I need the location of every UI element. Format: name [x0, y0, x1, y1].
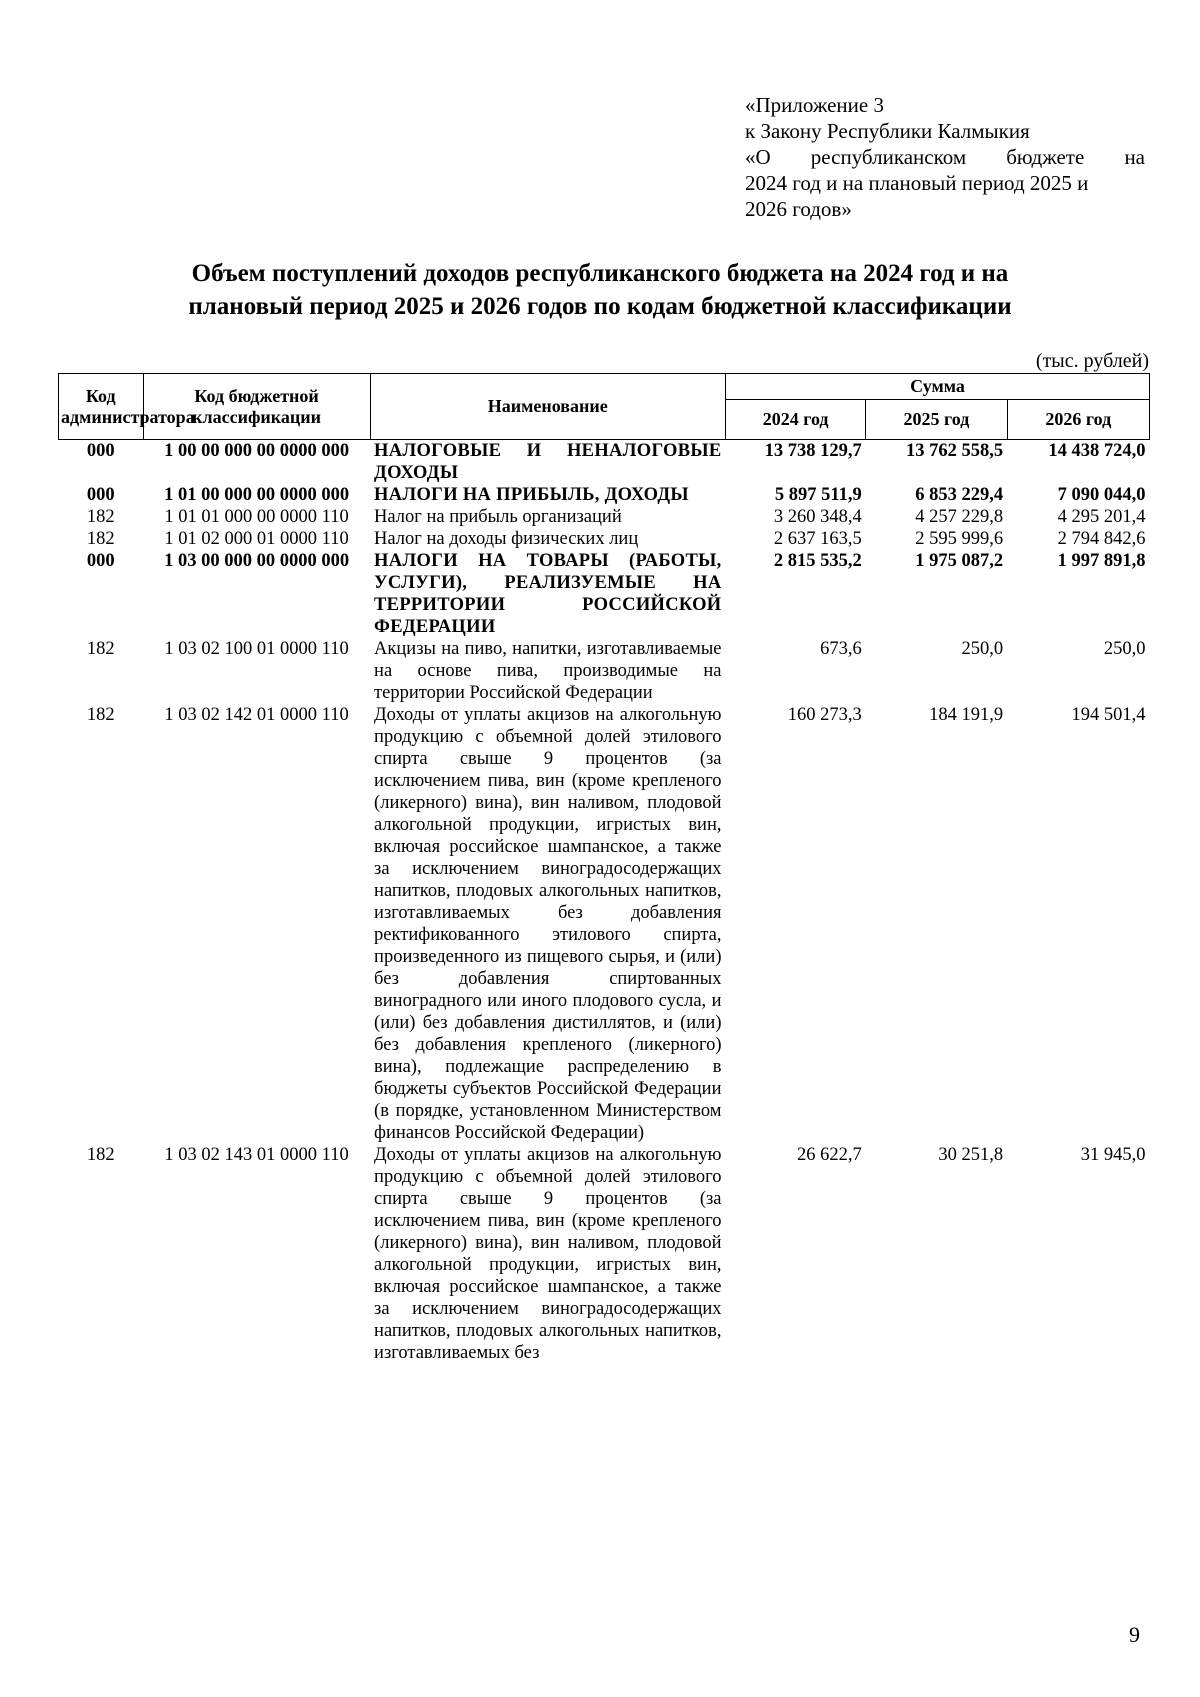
table-row [59, 550, 1150, 638]
amount-2024-cell: 13 738 129,7 [764, 441, 862, 461]
admin-code-cell: 000 [86, 551, 115, 571]
amount-2024-cell: 2 815 535,2 [773, 551, 862, 571]
budget-code-cell: 1 03 02 100 01 0000 110 [164, 639, 349, 659]
table-row [59, 528, 1150, 550]
header-year-2024: 2024 год [726, 400, 866, 440]
table-row [59, 638, 1150, 704]
table-body [59, 440, 1150, 1365]
document-title [60, 257, 1140, 323]
amount-2024-cell: 160 273,3 [787, 705, 862, 725]
table-row [59, 1144, 1150, 1364]
table-row [59, 506, 1150, 528]
table-row [59, 440, 1150, 485]
amount-2025-cell: 250,0 [961, 639, 1004, 659]
amount-2024-cell: 3 260 348,4 [773, 507, 862, 527]
budget-code-cell: 1 01 01 000 00 0000 110 [164, 507, 349, 527]
amount-2025-cell: 1 975 087,2 [915, 551, 1004, 571]
header-year-2025: 2025 год [866, 400, 1007, 440]
name-cell: Доходы от уплаты акцизов на алкогольную продукцию с объемной долей этилового спирта свыше 9 процентов (за исключением пива, вин (кроме крепленого (ликерного) вина), вин наливом, плодовой алкогольной продукции, игристых вин, включая российское шампанское, а также за исключением виноградосодержащих напитков, плодовых алкогольных напитков, изготавливаемых без [374, 1145, 722, 1363]
admin-code-cell: 000 [86, 441, 115, 461]
budget-code-cell: 1 03 00 000 00 0000 000 [164, 551, 350, 571]
amount-2026-cell: 14 438 724,0 [1048, 441, 1146, 461]
budget-code-cell: 1 01 02 000 01 0000 110 [164, 529, 349, 549]
amount-2026-cell: 7 090 044,0 [1057, 485, 1146, 505]
name-cell: Акцизы на пиво, напитки, изготавливаемые на основе пива, производимые на территории Российской Федерации [374, 639, 722, 703]
amount-2026-cell: 1 997 891,8 [1057, 551, 1146, 571]
appendix-line: 2024 год и на плановый период 2025 и [745, 171, 1089, 195]
name-cell: НАЛОГИ НА ПРИБЫЛЬ, ДОХОДЫ [374, 485, 689, 505]
amount-2025-cell: 2 595 999,6 [915, 529, 1004, 549]
amount-2026-cell: 194 501,4 [1071, 705, 1146, 725]
header-sum: Сумма [726, 374, 1150, 400]
appendix-line: к Закону Республики Калмыкия [745, 119, 1030, 143]
amount-2024-cell: 673,6 [820, 639, 862, 659]
title-line: плановый период 2025 и 2026 годов по кодам бюджетной классификации [188, 293, 1012, 320]
budget-code-cell: 1 03 02 142 01 0000 110 [164, 705, 349, 725]
amount-2026-cell: 4 295 201,4 [1057, 507, 1146, 527]
appendix-reference [745, 92, 1145, 222]
admin-code-cell: 000 [86, 485, 115, 505]
header-year-2026: 2026 год [1007, 400, 1149, 440]
table-row [59, 484, 1150, 506]
budget-code-cell: 1 03 02 143 01 0000 110 [164, 1145, 349, 1165]
admin-code-cell: 182 [86, 639, 115, 659]
amount-2025-cell: 6 853 229,4 [915, 485, 1004, 505]
amount-2025-cell: 4 257 229,8 [915, 507, 1004, 527]
appendix-line: «Приложение 3 [745, 93, 884, 117]
header-budget-code: Код бюджетной классификации [143, 374, 370, 440]
name-cell: НАЛОГИ НА ТОВАРЫ (РАБОТЫ, УСЛУГИ), РЕАЛИЗУЕМЫЕ НА ТЕРРИТОРИИ РОССИЙСКОЙ ФЕДЕРАЦИИ [374, 551, 722, 637]
header-name: Наименование [370, 374, 725, 440]
amount-2026-cell: 31 945,0 [1080, 1145, 1146, 1165]
appendix-line: 2026 годов» [745, 197, 852, 221]
revenue-table [58, 373, 1150, 1364]
admin-code-cell: 182 [86, 1145, 115, 1165]
page-number: 9 [1129, 1622, 1140, 1647]
appendix-line: «О республиканском бюджете на [745, 145, 1145, 169]
title-line: Объем поступлений доходов республиканского бюджета на 2024 год и на [191, 260, 1009, 287]
admin-code-cell: 182 [86, 705, 115, 725]
amount-2024-cell: 2 637 163,5 [773, 529, 862, 549]
amount-2025-cell: 184 191,9 [929, 705, 1004, 725]
admin-code-cell: 182 [86, 507, 115, 527]
amount-2026-cell: 2 794 842,6 [1057, 529, 1146, 549]
amount-2024-cell: 5 897 511,9 [774, 485, 862, 505]
amount-2024-cell: 26 622,7 [797, 1145, 862, 1165]
name-cell: Доходы от уплаты акцизов на алкогольную продукцию с объемной долей этилового спирта свыше 9 процентов (за исключением пива, вин (кроме крепленого (ликерного) вина), вин наливом, плодовой алкогольной продукции, игристых вин, включая российское шампанское, а также за исключением виноградосодержащих напитков, плодовых алкогольных напитков, изготавливаемых без добавления ректификованного этилового спирта, произведенного из пищевого сырья, и (или) без добавления спиртованных виноградного или иного плодового сусла, и (или) без добавления дистиллятов, и (или) без добавления крепленого (ликерного) вина), подлежащие распределению в бюджеты субъектов Российской Федерации (в порядке, установленном Министерством финансов Российской Федерации) [374, 705, 722, 1143]
admin-code-cell: 182 [86, 529, 115, 549]
amount-2026-cell: 250,0 [1103, 639, 1146, 659]
budget-code-cell: 1 01 00 000 00 0000 000 [164, 485, 350, 505]
name-cell: Налог на прибыль организаций [374, 507, 622, 527]
name-cell: НАЛОГОВЫЕ И НЕНАЛОГОВЫЕ ДОХОДЫ [374, 441, 722, 483]
header-admin-code: Код администратора [59, 374, 144, 440]
amount-2025-cell: 30 251,8 [938, 1145, 1004, 1165]
budget-code-cell: 1 00 00 000 00 0000 000 [164, 441, 350, 461]
table-row [59, 704, 1150, 1144]
name-cell: Налог на доходы физических лиц [374, 529, 639, 549]
units-note: (тыс. рублей) [1035, 350, 1149, 372]
amount-2025-cell: 13 762 558,5 [905, 441, 1004, 461]
